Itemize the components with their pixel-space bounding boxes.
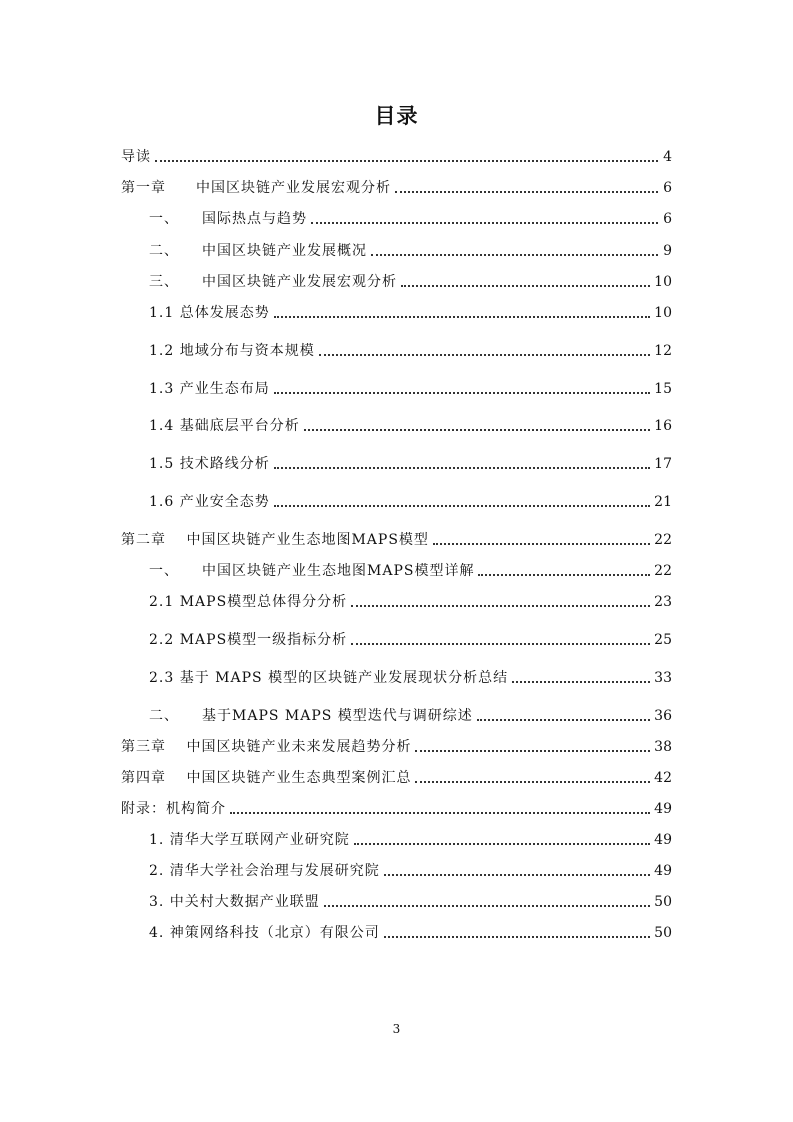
toc-entry[interactable] xyxy=(149,413,672,435)
toc-entry-text: 三、 中国区块链产业发展宏观分析 xyxy=(149,274,397,290)
toc-entry-page: 23 xyxy=(654,594,672,610)
toc-entry-page: 49 xyxy=(654,801,672,817)
toc-entry[interactable] xyxy=(121,144,672,166)
toc-entry-text: 二、 中国区块链产业发展概况 xyxy=(149,243,367,259)
toc-entry[interactable] xyxy=(149,206,672,228)
toc-entry-page: 15 xyxy=(654,381,672,397)
toc-dot-leader xyxy=(274,504,650,507)
toc-entry-text: 1.6 产业安全态势 xyxy=(149,494,270,510)
toc-entry-text: 第二章 中国区块链产业生态地图MAPS模型 xyxy=(121,532,429,548)
toc-entry-page: 16 xyxy=(654,418,672,434)
toc-entry[interactable] xyxy=(149,558,672,580)
toc-entry[interactable] xyxy=(149,703,672,725)
toc-entry-text: 二、 基于MAPS MAPS 模型迭代与调研综述 xyxy=(149,708,473,724)
toc-entry-page: 38 xyxy=(654,739,672,755)
toc-entry-text: 1.5 技术路线分析 xyxy=(149,456,270,472)
toc-entry-page: 10 xyxy=(654,274,672,290)
toc-entry-page: 21 xyxy=(654,494,672,510)
toc-entry-text: 2. 清华大学社会治理与发展研究院 xyxy=(149,863,380,879)
toc-dot-leader xyxy=(274,315,650,318)
toc-dot-leader xyxy=(319,353,650,356)
toc-entry-text: 1.2 地域分布与资本规模 xyxy=(149,343,315,359)
toc-entry-page: 10 xyxy=(654,305,672,321)
toc-entry[interactable] xyxy=(149,338,672,360)
toc-entry-page: 9 xyxy=(663,243,672,259)
toc-dot-leader xyxy=(401,284,650,287)
toc-entry[interactable] xyxy=(121,765,672,787)
toc-entry[interactable] xyxy=(149,376,672,398)
toc-dot-leader xyxy=(384,935,650,938)
toc-dot-leader xyxy=(384,873,650,876)
toc-dot-leader xyxy=(395,190,658,193)
toc-entry-text: 附录：机构简介 xyxy=(121,801,226,817)
toc-entry-text: 第四章 中国区块链产业生态典型案例汇总 xyxy=(121,770,412,786)
toc-title: 目录 xyxy=(374,104,419,128)
toc-entry-page: 42 xyxy=(654,770,672,786)
toc-entry[interactable] xyxy=(149,827,672,849)
toc-entry-text: 3. 中关村大数据产业联盟 xyxy=(149,894,320,910)
toc-entry-text: 一、 中国区块链产业生态地图MAPS模型详解 xyxy=(149,563,475,579)
toc-entry[interactable] xyxy=(121,734,672,756)
toc-entry[interactable] xyxy=(121,175,672,197)
toc-entry[interactable] xyxy=(149,300,672,322)
toc-entry[interactable] xyxy=(149,889,672,911)
toc-entry[interactable] xyxy=(121,796,672,818)
toc-entry-text: 2.2 MAPS模型一级指标分析 xyxy=(149,632,348,648)
toc-entry-text: 2.1 MAPS模型总体得分分析 xyxy=(149,594,348,610)
toc-dot-leader xyxy=(478,573,650,576)
toc-entry[interactable] xyxy=(149,489,672,511)
toc-entry-page: 36 xyxy=(654,708,672,724)
toc-dot-leader xyxy=(512,680,650,683)
toc-entry[interactable] xyxy=(149,627,672,649)
toc-entry-text: 2.3 基于 MAPS 模型的区块链产业发展现状分析总结 xyxy=(149,670,509,686)
toc-entry-page: 50 xyxy=(654,894,672,910)
toc-entry-text: 第一章 中国区块链产业发展宏观分析 xyxy=(121,180,391,196)
toc-entry-page: 6 xyxy=(663,180,672,196)
toc-entry[interactable] xyxy=(149,589,672,611)
toc-entry-text: 1. 清华大学互联网产业研究院 xyxy=(149,832,350,848)
toc-dot-leader xyxy=(324,904,650,907)
toc-dot-leader xyxy=(477,718,650,721)
toc-entry[interactable] xyxy=(149,269,672,291)
toc-entry[interactable] xyxy=(149,451,672,473)
toc-dot-leader xyxy=(230,811,650,814)
page-number: 3 xyxy=(392,1022,401,1036)
toc-entry-page: 25 xyxy=(654,632,672,648)
toc-dot-leader xyxy=(274,391,650,394)
toc-dot-leader xyxy=(311,221,658,224)
toc-entry-text: 1.4 基础底层平台分析 xyxy=(149,418,300,434)
toc-entry-page: 17 xyxy=(654,456,672,472)
toc-entry-page: 22 xyxy=(654,563,672,579)
toc-dot-leader xyxy=(433,542,650,545)
toc-entry[interactable] xyxy=(121,527,672,549)
toc-entry-page: 4 xyxy=(663,149,672,165)
toc-entry-text: 第三章 中国区块链产业未来发展趋势分析 xyxy=(121,739,412,755)
toc-dot-leader xyxy=(351,642,650,645)
toc-entry-text: 导读 xyxy=(121,149,151,165)
toc-entry-page: 49 xyxy=(654,832,672,848)
toc-entry-page: 12 xyxy=(654,343,672,359)
toc-entry-page: 33 xyxy=(654,670,672,686)
toc-dot-leader xyxy=(351,604,650,607)
toc-entry-page: 6 xyxy=(663,211,672,227)
toc-dot-leader xyxy=(155,159,658,162)
toc-entry[interactable] xyxy=(149,665,672,687)
toc-entry-page: 50 xyxy=(654,925,672,941)
toc-entry-text: 4. 神策网络科技（北京）有限公司 xyxy=(149,925,380,941)
toc-entry-text: 一、 国际热点与趋势 xyxy=(149,211,307,227)
toc-entry[interactable] xyxy=(149,238,672,260)
toc-dot-leader xyxy=(415,749,650,752)
toc-dot-leader xyxy=(274,466,650,469)
toc-dot-leader xyxy=(354,842,650,845)
toc-entry-text: 1.3 产业生态布局 xyxy=(149,381,270,397)
toc-dot-leader xyxy=(371,253,658,256)
toc-dot-leader xyxy=(415,780,650,783)
toc-entry[interactable] xyxy=(149,858,672,880)
toc-dot-leader xyxy=(304,428,650,431)
toc-entry-page: 22 xyxy=(654,532,672,548)
toc-entry-page: 49 xyxy=(654,863,672,879)
toc-entry[interactable] xyxy=(149,920,672,942)
toc-entry-text: 1.1 总体发展态势 xyxy=(149,305,270,321)
